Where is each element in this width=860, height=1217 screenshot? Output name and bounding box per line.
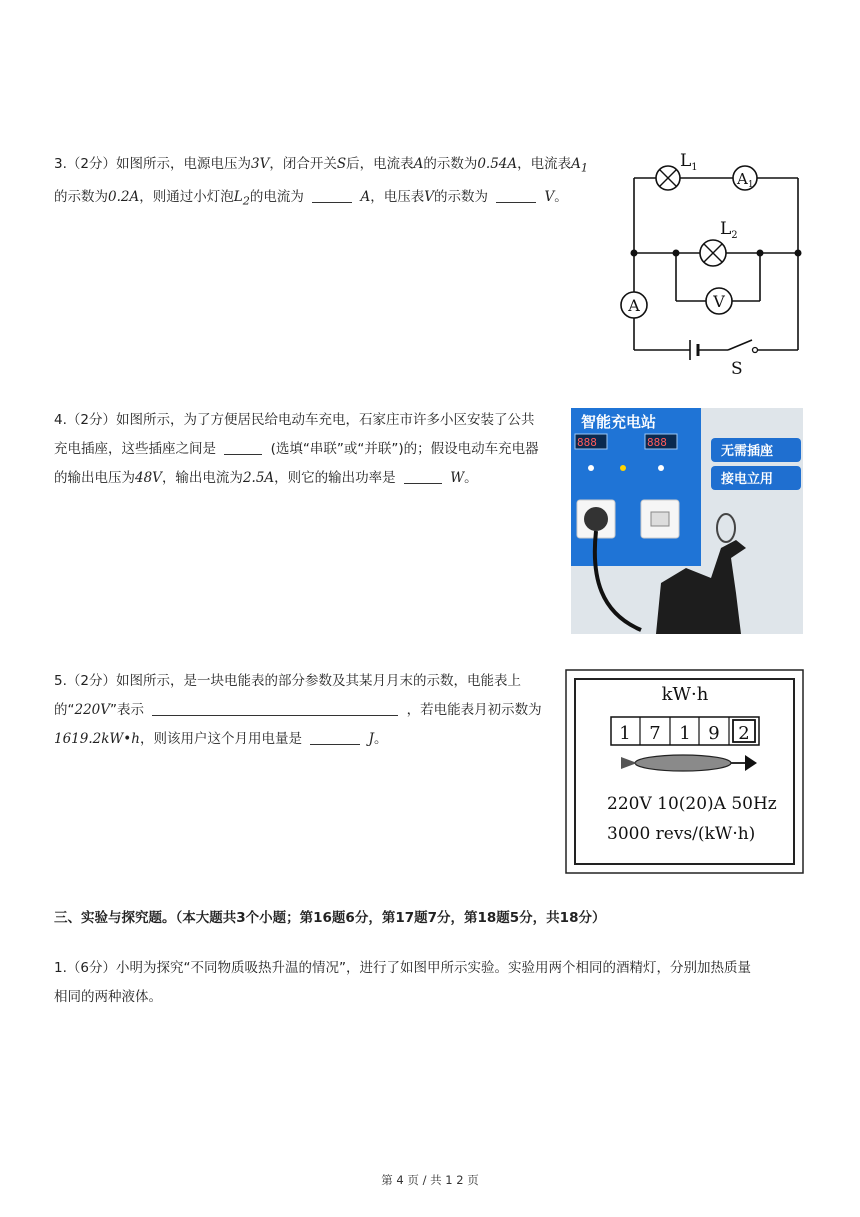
svg-text:7: 7 (649, 723, 661, 744)
q4-answer-blank-2[interactable] (404, 469, 442, 484)
q3-line-1: 3.（2分）如图所示，电源电压为3V，闭合开关S后，电流表A的示数为0.54A，电流表$A_1$ (54, 156, 589, 175)
q5-answer-blank-2[interactable] (310, 730, 360, 745)
meter-spec-1: 220V 10(20)A 50Hz (607, 794, 777, 814)
question-4 (54, 406, 539, 493)
q5-line-2: 的“220V”表示 ，若电能表月初示数为 (54, 702, 542, 718)
question-3 (54, 150, 588, 215)
label-switch-s: S (731, 359, 743, 379)
label-l2: $L_2$ (720, 219, 738, 241)
meter-unit: kW·h (661, 684, 709, 705)
q5-answer-blank-1[interactable] (152, 701, 398, 716)
q3-answer-blank-1[interactable] (312, 188, 352, 203)
q5-line-1: 5.（2分）如图所示，是一块电能表的部分参数及其某月月末的示数，电能表上 (54, 673, 521, 689)
q3-circuit-diagram (620, 150, 810, 380)
q4-line-2: 充电插座，这些插座之间是 (选填“串联”或“并联”)的；假设电动车充电器 (54, 441, 539, 457)
svg-text:1: 1 (619, 723, 631, 744)
svg-text:无需插座: 无需插座 (721, 444, 774, 459)
question-16 (54, 954, 751, 1012)
svg-text:A: A (628, 296, 640, 315)
svg-text:V: V (713, 292, 725, 311)
meter-digit-display (611, 717, 759, 745)
svg-text:2: 2 (738, 723, 750, 744)
svg-text:接电立用: 接电立用 (721, 472, 774, 487)
q5-line-3: 1619.2kW•h，则该用户这个月用电量是 J。 (54, 731, 388, 747)
q3-answer-blank-2[interactable] (496, 188, 536, 203)
svg-text:智能充电站: 智能充电站 (581, 413, 657, 431)
svg-text:A1: $A_1$ (737, 170, 754, 190)
q3-line-2: 的示数为0.2A，则通过小灯泡$L_2$的电流为 A，电压表V的示数为 V。 (54, 188, 568, 208)
meter-spec-2: 3000 revs/(kW·h) (607, 824, 756, 844)
voltmeter-v-icon (706, 288, 732, 314)
q16-line-2: 相同的两种液体。 (54, 989, 162, 1005)
label-l1: $L_1$ (680, 151, 698, 173)
page-footer: 第 4 页 / 共 1 2 页 (381, 1173, 479, 1187)
lamp-l2-icon (700, 240, 726, 266)
q5-electric-meter (565, 669, 805, 875)
svg-text:1: 1 (679, 723, 691, 744)
ammeter-a1-icon (733, 166, 757, 190)
svg-text:888: 888 (577, 436, 597, 449)
svg-text:888: 888 (647, 436, 667, 449)
svg-text:9: 9 (708, 723, 720, 744)
q4-line-1: 4.（2分）如图所示，为了方便居民给电动车充电，石家庄市许多小区安装了公共 (54, 412, 535, 428)
q16-line-1: 1.（6分）小明为探究“不同物质吸热升温的情况”，进行了如图甲所示实验。实验用两个相同的酒精灯，分别加热质量 (54, 960, 751, 976)
section-3-heading: 三、实验与探究题。（本大题共3个小题；第16题6分，第17题7分，第18题5分，共18分） (54, 910, 606, 926)
q4-line-3: 的输出电压为48V，输出电流为2.5A，则它的输出功率是 W。 (54, 470, 478, 486)
question-5 (54, 667, 542, 754)
q4-answer-blank-1[interactable] (224, 440, 262, 455)
lamp-l1-icon (656, 166, 680, 190)
q4-charging-station-photo (571, 408, 803, 634)
ammeter-a-icon (621, 292, 647, 318)
